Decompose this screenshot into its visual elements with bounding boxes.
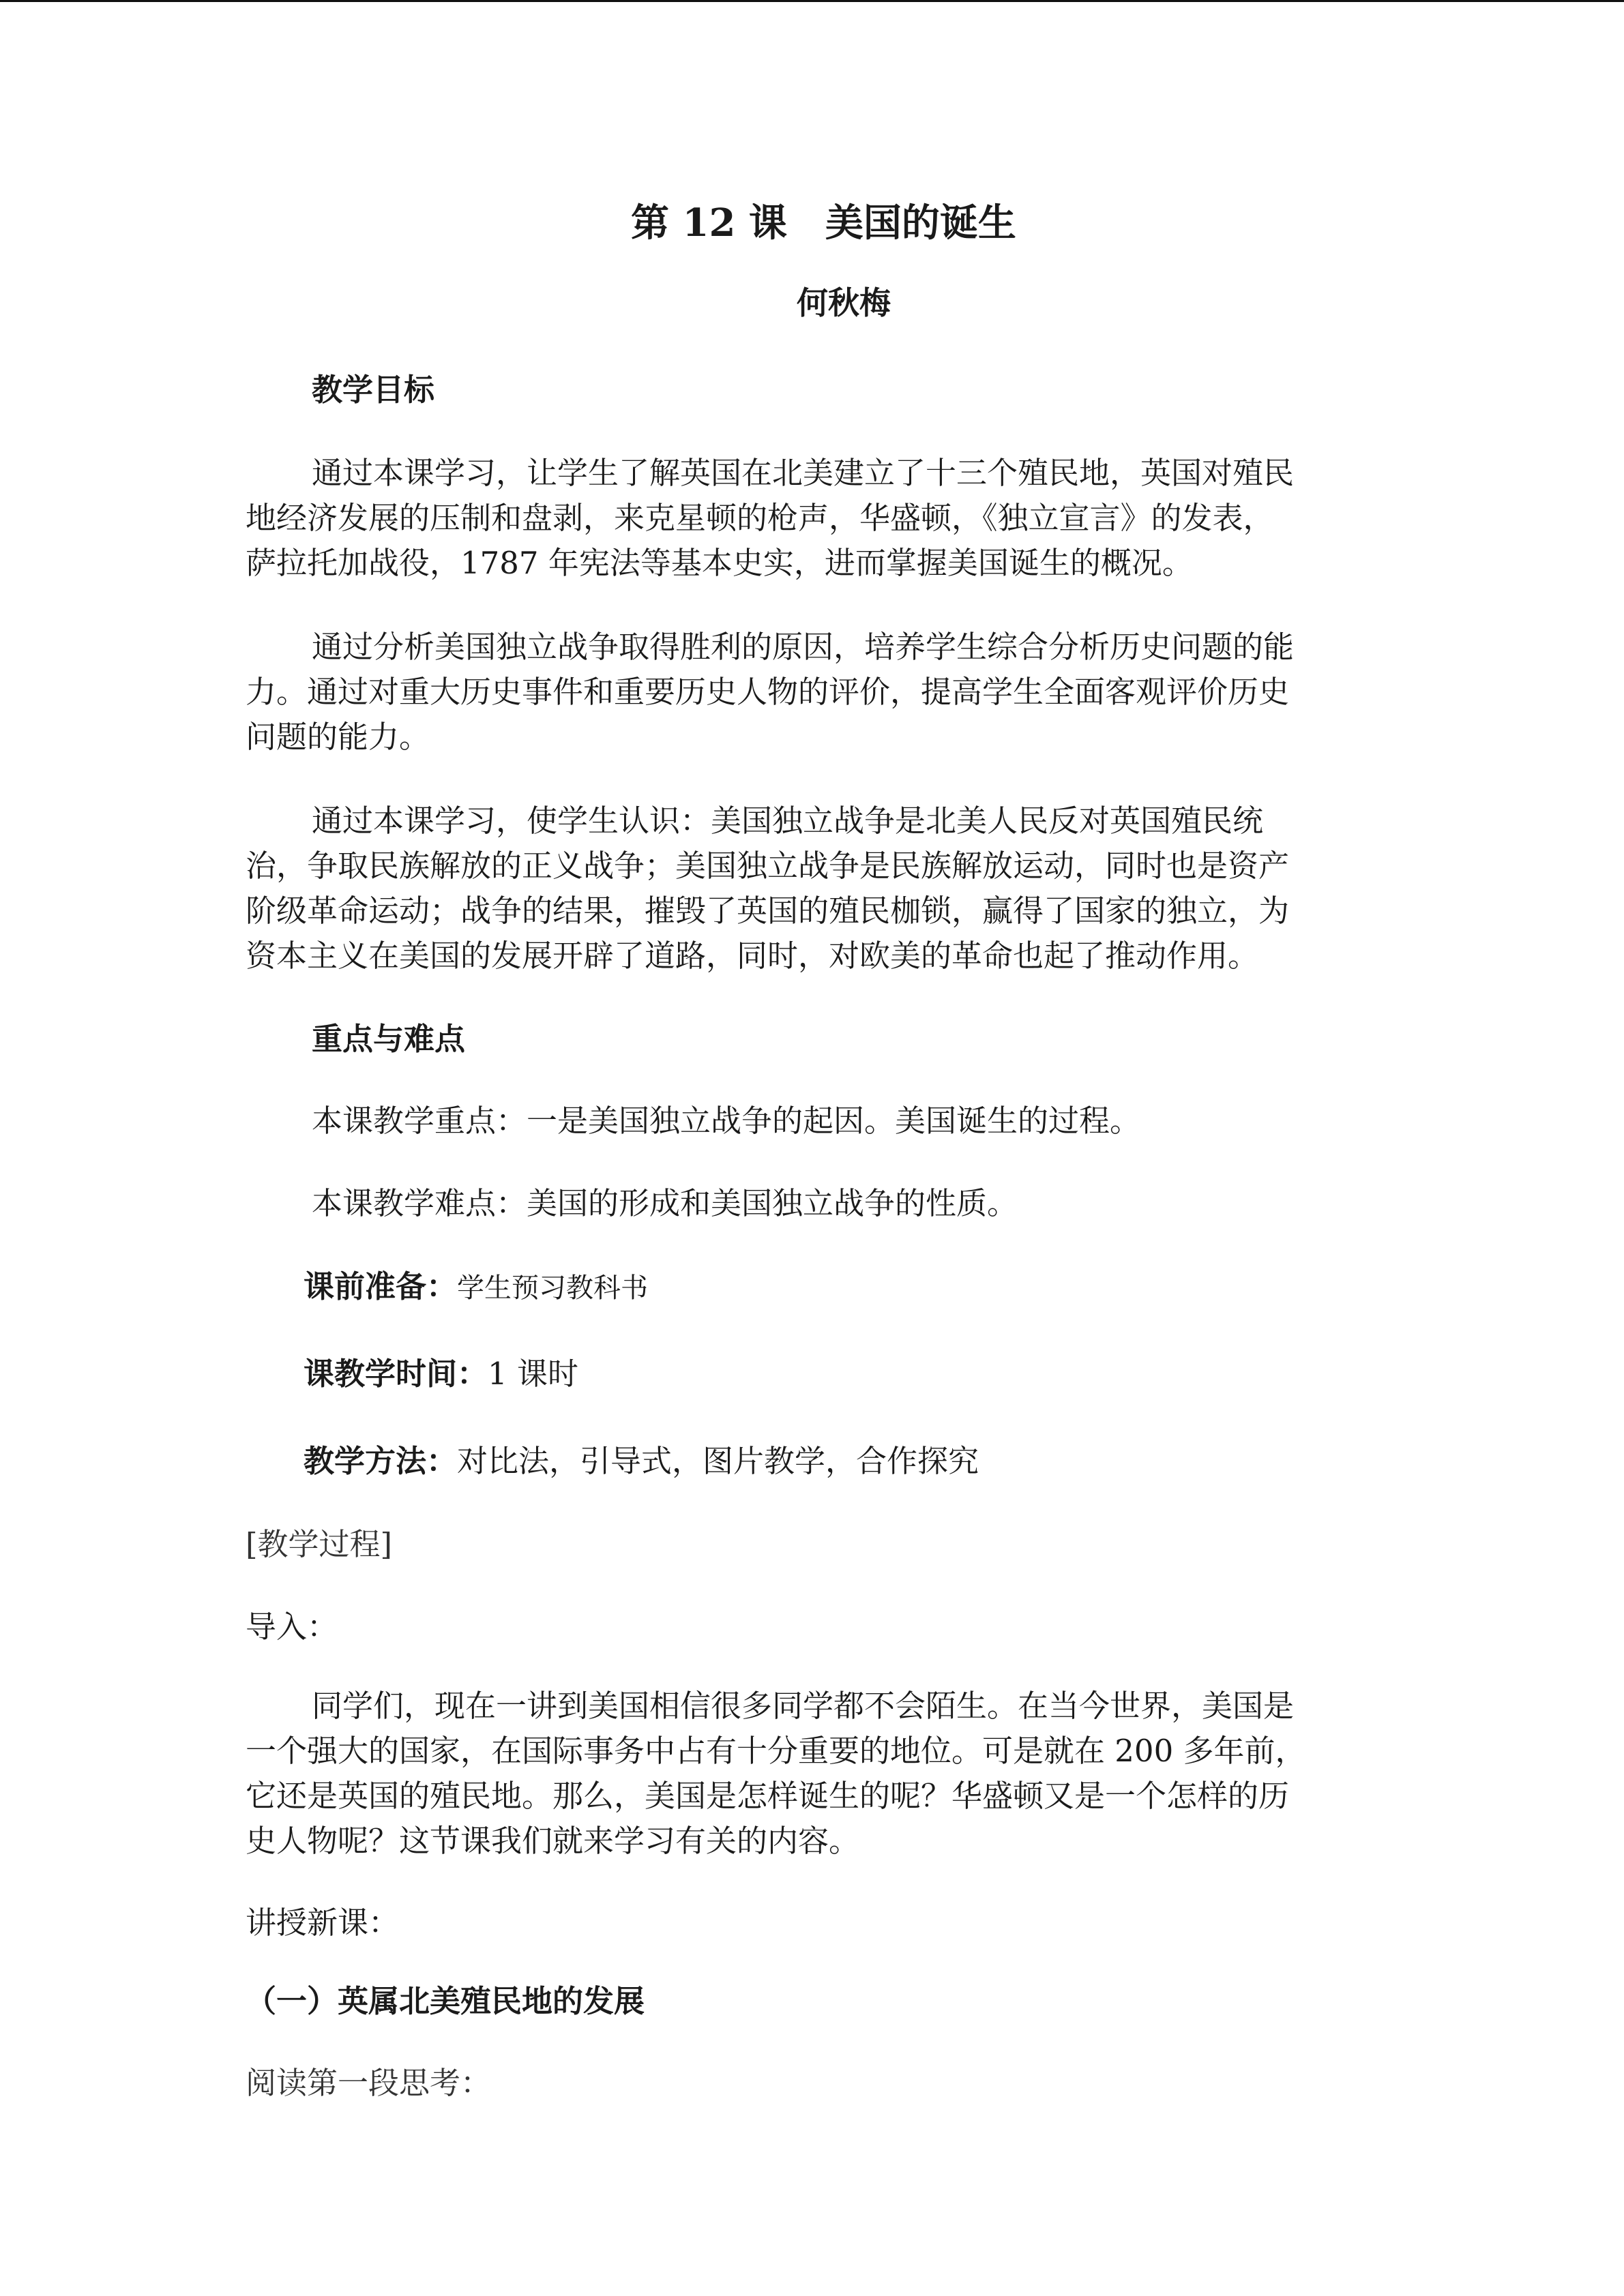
time-value: 1 课时 <box>488 1356 578 1392</box>
read-prompt: 阅读第一段思考： <box>246 2065 492 2101</box>
process-heading: [教学过程] <box>246 1526 393 1562</box>
objectives-p1-line: 萨拉托加战役，1787 年宪法等基本史实，进而掌握美国诞生的概况。 <box>246 545 1193 581</box>
prep-label: 课前准备： <box>304 1268 458 1304</box>
objectives-p3-line: 阶级革命运动；战争的结果，摧毁了英国的殖民枷锁，赢得了国家的独立，为 <box>246 893 1290 929</box>
keypoints-heading: 重点与难点 <box>312 1021 466 1057</box>
method-value: 对比法，引导式，图片教学，合作探究 <box>457 1443 979 1479</box>
intro-line: 一个强大的国家，在国际事务中占有十分重要的地位。可是就在 200 多年前， <box>246 1733 1306 1769</box>
objectives-p1-line: 通过本课学习，让学生了解英国在北美建立了十三个殖民地，英国对殖民 <box>312 455 1295 491</box>
focus-text: 本课教学重点：一是美国独立战争的起因。美国诞生的过程。 <box>312 1103 1141 1139</box>
method-label: 教学方法： <box>304 1443 458 1479</box>
objectives-p3-line: 通过本课学习，使学生认识：美国独立战争是北美人民反对英国殖民统 <box>312 803 1264 839</box>
objectives-p3-line: 资本主义在美国的发展开辟了道路，同时，对欧美的革命也起了推动作用。 <box>246 938 1259 974</box>
objectives-p1-line: 地经济发展的压制和盘剥，来克星顿的枪声，华盛顿，《独立宣言》的发表， <box>246 500 1274 536</box>
intro-line: 同学们，现在一讲到美国相信很多同学都不会陌生。在当今世界，美国是 <box>312 1688 1295 1724</box>
intro-line: 它还是英国的殖民地。那么，美国是怎样诞生的呢？华盛顿又是一个怎样的历 <box>246 1778 1290 1814</box>
difficulty-text: 本课教学难点：美国的形成和美国独立战争的性质。 <box>312 1185 1018 1221</box>
time-row <box>304 1349 578 1393</box>
method-row <box>304 1436 979 1480</box>
new-lesson-label: 讲授新课： <box>246 1905 400 1941</box>
intro-line: 史人物呢？这节课我们就来学习有关的内容。 <box>246 1823 860 1859</box>
section-heading: （一）英属北美殖民地的发展 <box>246 1983 645 2019</box>
objectives-p3-line: 治，争取民族解放的正义战争；美国独立战争是民族解放运动，同时也是资产 <box>246 848 1290 884</box>
objectives-p2-line: 问题的能力。 <box>246 719 430 755</box>
objectives-heading: 教学目标 <box>312 372 435 408</box>
prep-value: 学生预习教科书 <box>457 1272 649 1304</box>
intro-label: 导入： <box>246 1609 338 1645</box>
time-label: 课教学时间： <box>304 1356 488 1392</box>
page-top-border <box>0 0 1624 2</box>
prep-row <box>304 1262 648 1306</box>
objectives-p2-line: 通过分析美国独立战争取得胜利的原因，培养学生综合分析历史问题的能 <box>312 629 1295 665</box>
author-name: 何秋梅 <box>797 284 891 321</box>
objectives-p2-line: 力。通过对重大历史事件和重要历史人物的评价，提高学生全面客观评价历史 <box>246 674 1290 710</box>
page-title: 第 12 课 美国的诞生 <box>631 200 1016 245</box>
